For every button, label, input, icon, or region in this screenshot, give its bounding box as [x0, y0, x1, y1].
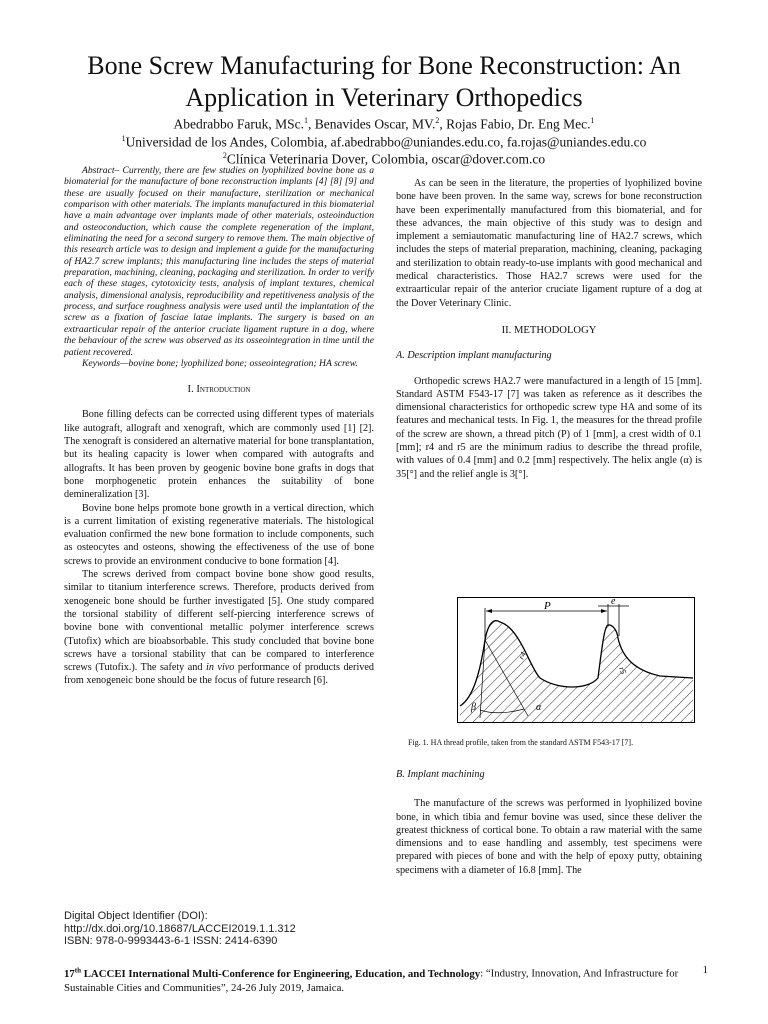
left-column: [64, 165, 374, 688]
keywords: Keywords—bovine bone; lyophilized bone; osseointegration; HA screw.: [82, 357, 358, 369]
label-r4: r4: [516, 650, 528, 661]
bone-section-hatch: [460, 621, 693, 722]
abstract: Abstract– Currently, there are few studies on lyophilized bovine bone as a biomaterial for the manufacture of bone reconstruction implants [4] [8] [9] and these are usually focused on their manufacture, sterilization or mechanical comparison with other materials. The implants manufactured in this biomaterial have a main advantage over implants made of other materials, osteoinduction and osteoconduction, which cause the complete regeneration of the implant, eliminating the need for a second surgery to remove them. The main objective of this research article was to design and implement a guide for the manufacturing of HA2.7 screw implants; this manufacturing line includes the steps of material preparation, machining, cleaning, packaging and sterilization. In order to verify each of these stages, cytotoxicity tests, analysis of implant textures, chemical analysis, dimensional analysis, reproducibility and repetitiveness analysis of the process, and surface roughness analysis were used until the implantation of the screw as a fixation of fasciae latae implants. The surgery is based on an extraarticular repair of the anterior cruciate ligament rupture in a dog, where the behaviour of the screw was observed as its osseointegration in time until the patient recovered.: [64, 165, 374, 358]
subsection-title-b: B. Implant machining: [396, 769, 485, 780]
doi-block: [64, 910, 296, 948]
figure-caption: Fig. 1. HA thread profile, taken from the standard ASTM F543-17 [7].: [408, 738, 634, 747]
intro-paragraph-3: The screws derived from compact bovine bone show good results, similar to titanium interference screws. Therefore, products derived from xenogeneic bone should be further investigated [5]. One study compared the torsional stability of different self-piercing interference screws of bovine bone with conventional metallic polymer interference screws (Tutofix) which are bioabsorbable. This study concluded that bovine bone screws have a torsional stability that can be compared to interference screws (Tutofix.). The safety and in vivo performance of products derived from xenogeneic bone should be the focus of future research [6].: [64, 569, 374, 687]
label-crest-e: e: [611, 598, 616, 607]
thread-profile-figure: [457, 597, 695, 723]
label-r5: r5: [617, 665, 629, 676]
page-number: 1: [702, 964, 708, 976]
author-names: Abedrabbo Faruk, MSc.$^1$, Benavides Oscar, MV.$^2$, Rojas Fabio, Dr. Eng Mec.$^1$: [173, 116, 595, 132]
right-paragraph-1: As can be seen in the literature, the properties of lyophilized bovine bone have been proven. In the same way, screws for bone reconstruction have been experimentally manufactured from this biomaterial, and for these advances, the main objective of this study was to design and implement a semiautomatic manufacturing line of HA2.7 screws, which includes the steps of material preparation, machining, cleaning, packaging and sterilization to obtain ready-to-use implants with good mechanical and medical characteristics. Those HA2.7 screws were used for the extraarticular repair of the anterior cruciate ligament rupture of a dog at the Dover Veterinary Clinic.: [396, 178, 702, 309]
label-pitch-p: P: [544, 600, 551, 612]
paper-title: Bone Screw Manufacturing for Bone Reconstruction: An Application in Veterinary Orthopedics: [87, 51, 681, 112]
author-block: [40, 114, 728, 167]
section-title-introduction: I. Introduction: [187, 384, 251, 396]
machining-paragraph-1: The manufacture of the screws was performed in lyophilized bovine bone, in which tibia and femur bovine was used, since these deliver the greatest thickness of cortical bone. To obtain a raw material with the same dimensions and to ease handling and assembly, test specimens were prepared with pieces of bone and with the help of epoxy putty, obtaining specimens with a diameter of 16.8 [mm]. The: [396, 798, 702, 876]
methodology-paragraph-1: Orthopedic screws HA2.7 were manufactured in a length of 15 [mm]. Standard ASTM F543-17 [7] was taken as reference as it describes the dimensional characteristics for orthopedic screw type HA and some of its features and mechanical tests. In Fig. 1, the measures for the thread profile of the screw are shown, a thread pitch (P) of 1 [mm], a crest width of 0.1 [mm]; r4 and r5 are the minimum radius to describe the thread profile, with values of 0.4 [mm] and 0.2 [mm] respectively. The helix angle (α) is 35[°] and the relief angle is 3[°].: [396, 375, 702, 480]
thread-profile-diagram: [458, 598, 694, 722]
affiliation-1: $^1$Universidad de los Andes, Colombia, af.abedrabbo@uniandes.edu.co, fa.rojas@uniandes.edu.co: [121, 133, 647, 149]
subsection-title-a: A. Description implant manufacturing: [396, 350, 552, 362]
intro-paragraph-2: Bovine bone helps promote bone growth in a vertical direction, which is a current limitation of existing regenerative materials. The histological evaluation confirmed the new bone formation to include components, such as osteocytes and osteons, showing the effectiveness of the use of bone screws to provide an environment conducive to bone formation [4].: [64, 502, 374, 567]
label-alpha: α: [536, 702, 542, 713]
doi-link[interactable]: http://dx.doi.org/10.18687/LACCEI2019.1.1.312: [64, 922, 296, 935]
conference-name: 17th LACCEI International Multi-Conference for Engineering, Education, and Technology: [64, 966, 481, 980]
isbn-issn: ISBN: 978-0-9993443-6-1 ISSN: 2414-6390: [64, 935, 278, 947]
conference-theme: : “Industry, Innovation, And Infrastructure for Sustainable Cities and Communities”, 24-26 July 2019, Jamaica.: [64, 967, 679, 995]
intro-paragraph-1: Bone filling defects can be corrected using different types of materials like autograft, allograft and xenograft, which are commonly used [1] [2]. The xenograft is considered an alternative material for bone transplantation, but its healing capacity is lower when compared with autografts and allografts. It has been proven by geogenic bovine bone grafts in dogs that bone morphogenetic protein enhances the suitability of bone demineralization [3].: [64, 409, 374, 501]
affiliation-2: $^2$Clínica Veterinaria Dover, Colombia, oscar@dover.com.co: [222, 151, 546, 167]
doi-label: Digital Object Identifier (DOI):: [64, 910, 208, 922]
right-column-lower: [396, 768, 702, 877]
label-beta: β: [471, 702, 476, 713]
right-column: [396, 177, 702, 481]
section-title-methodology: II. METHODOLOGY: [501, 324, 597, 336]
conference-footer: [64, 963, 708, 996]
